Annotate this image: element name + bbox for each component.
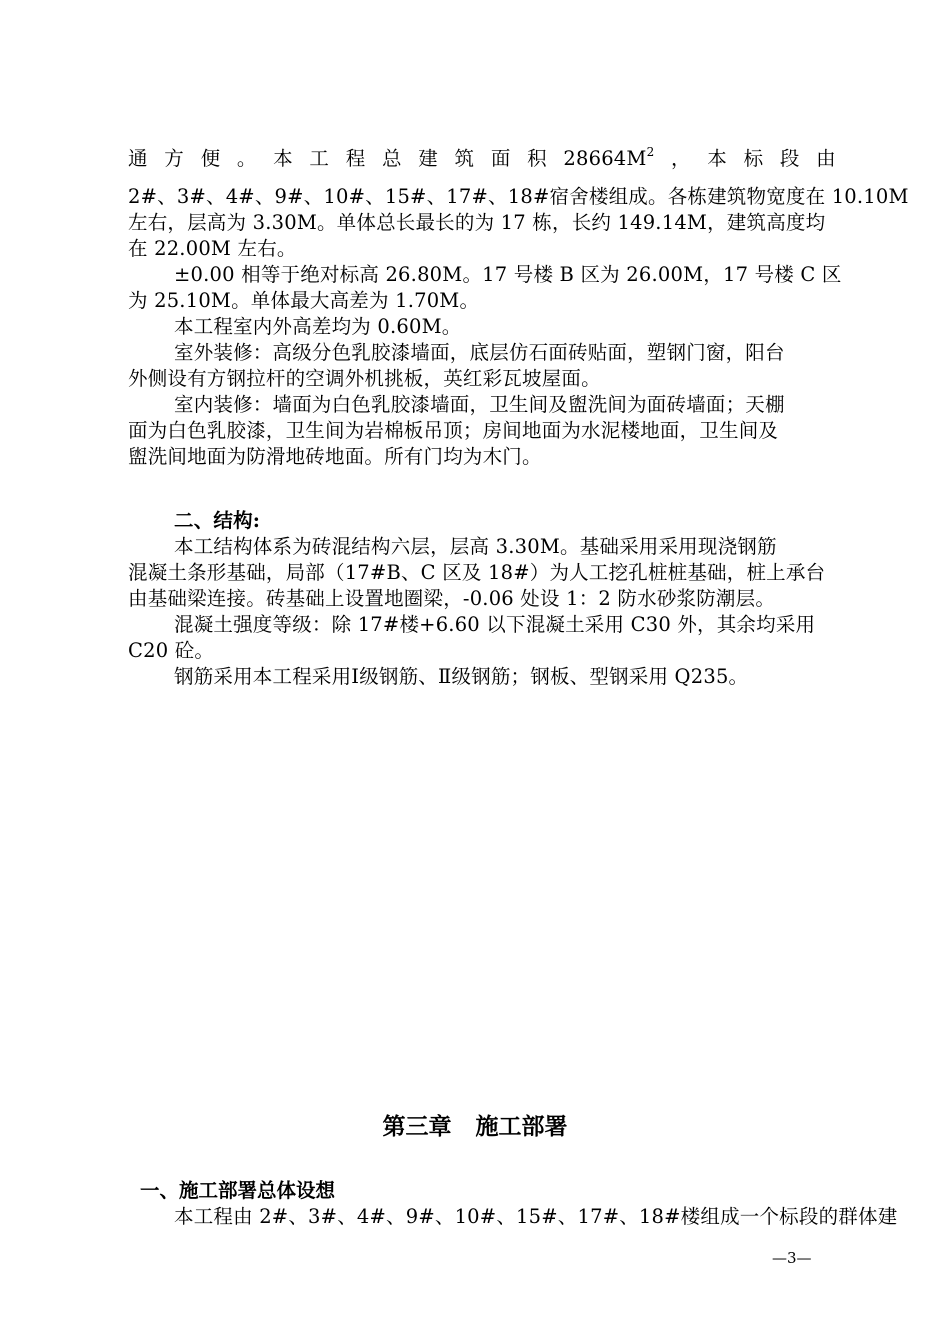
structure-line-4: 混凝土强度等级：除 17#楼+6.60 以下混凝土采用 C30 外，其余均采用 [174,613,816,636]
paragraph-1-token: 总 [381,147,402,170]
paragraph-1-token: 程 [345,147,366,170]
paragraph-1-token: $28664M^2$ [563,144,655,170]
structure-line-5: C20 砼。 [128,639,215,662]
paragraph-1-token: 段 [779,147,800,170]
paragraph-5-line-1: 室内装修：墙面为白色乳胶漆墙面，卫生间及盥洗间为面砖墙面；天棚 [174,393,785,416]
paragraph-1-token: ， [671,147,691,170]
chapter-title [0,1112,950,1142]
paragraph-1-token: 由 [816,147,836,170]
paragraph-1-token: 筑 [454,147,475,170]
paragraph-1-token: 面 [490,147,511,170]
area-superscript: 2 [646,144,655,159]
paragraph-4-line-2: 外侧设有方钢拉杆的空调外机挑板，英红彩瓦坡屋面。 [128,367,601,390]
paragraph-1-token: 工 [309,147,330,170]
paragraph-5-line-2: 面为白色乳胶漆，卫生间为岩棉板吊顶；房间地面为水泥楼地面，卫生间及 [128,419,779,442]
page-number: —3— [772,1249,812,1267]
paragraph-1-token: 便 [200,147,221,170]
paragraph-1-token: 本 [273,147,293,170]
paragraph-4-line-1: 室外装修：高级分色乳胶漆墙面，底层仿石面砖贴面，塑钢门窗，阳台 [174,341,785,364]
structure-line-1: 本工结构体系为砖混结构六层，层高 3.30M。基础采用采用现浇钢筋 [174,535,777,558]
paragraph-1-token: 本 [707,147,727,170]
paragraph-1-token: 通 [128,147,148,170]
paragraph-1-token: 标 [743,147,764,170]
paragraph-2-line-2: 为 25.10M。单体最大高差为 1.70M。 [128,289,480,312]
paragraph-1-line-2: 2#、3#、4#、9#、10#、15#、17#、18#宿舍楼组成。各栋建筑物宽度在 10.10M [128,185,909,208]
paragraph-1-token: 建 [418,147,438,170]
paragraph-3-line-1: 本工程室内外高差均为 0.60M。 [174,315,462,338]
paragraph-1-token: 方 [164,147,184,170]
structure-line-6: 钢筋采用本工程采用Ⅰ级钢筋、Ⅱ级钢筋；钢板、型钢采用 Q235。 [174,665,749,688]
structure-line-2: 混凝土条形基础，局部（17#B、C 区及 18#）为人工挖孔桩桩基础，桩上承台 [128,561,826,584]
paragraph-1-token: 。 [236,147,257,170]
section-title: 一、施工部署总体设想 [140,1179,336,1202]
paragraph-2-line-1: ±0.00 相等于绝对标高 26.80M。17 号楼 B 区为 26.00M，17 号楼 C 区 [174,263,842,286]
paragraph-1-token: 积 [527,147,547,170]
chapter-name: 施工部署 [475,1114,568,1140]
structure-line-3: 由基础梁连接。砖基础上设置地圈梁，-0.06 处设 1：2 防水砂浆防潮层。 [128,587,776,610]
chapter-number: 第三章 [382,1114,452,1140]
paragraph-1-line-1 [128,146,836,172]
paragraph-5-line-3: 盥洗间地面为防滑地砖地面。所有门均为木门。 [128,445,542,468]
section-line-1: 本工程由 2#、3#、4#、9#、10#、15#、17#、18#楼组成一个标段的群体建 [174,1205,898,1228]
structure-heading: 二、结构: [174,509,261,532]
paragraph-1-line-3: 左右，层高为 3.30M。单体总长最长的为 17 栋，长约 149.14M，建筑高度均 [128,211,826,234]
paragraph-1-line-4: 在 22.00M 左右。 [128,237,297,260]
